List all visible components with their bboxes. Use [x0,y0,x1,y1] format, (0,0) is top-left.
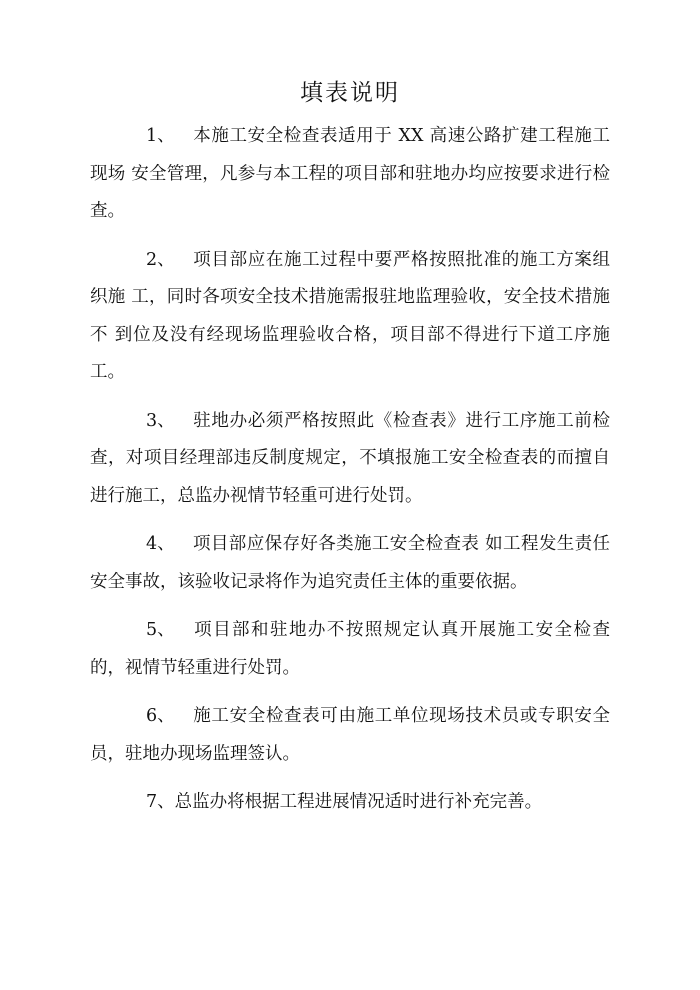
instruction-item-1 [90,118,610,231]
item-text: 项目部应在施工过程中要严格按照批准的施工方案组织施 工，同时各项安全技术措施需报驻地监理验收，安全技术措施不 到位及没有经现场监理验收合格，项目部不得进行下道工序施工。 [90,249,610,382]
item-text: 本施工安全检查表适用于 XX 高速公路扩建工程施工现场 安全管理，凡参与本工程的项目部和驻地办均应按要求进行检查。 [90,126,610,221]
item-number: 3、 [146,410,175,431]
instruction-item-6 [90,698,610,773]
item-number: 7、 [146,792,175,812]
instruction-item-7 [90,784,610,822]
item-number: 1、 [146,126,175,146]
item-number: 4、 [146,534,175,554]
item-text: 总监办将根据工程进展情况适时进行补充完善。 [174,792,543,812]
document-title: 填表说明 [300,80,400,106]
instruction-list [90,118,610,833]
item-text: 施工安全检查表可由施工单位现场技术员或专职安全员，驻地办现场监理签认。 [90,706,610,764]
instruction-item-5 [90,612,610,687]
instruction-item-4 [90,526,610,601]
instruction-item-3 [90,403,610,516]
item-number: 6、 [146,706,175,726]
item-number: 2、 [146,249,175,270]
item-text: 项目部应保存好各类施工安全检查表 如工程发生责任安全事故，该验收记录将作为追究责任主体的重要依据。 [90,534,610,592]
item-text: 驻地办必须严格按照此《检查表》进行工序施工前检查，对项目经理部违反制度规定，不填报施工安全检查表的而擅自进行施工，总监办视情节轻重可进行处罚。 [90,410,610,506]
instruction-item-2 [90,242,610,392]
item-number: 5、 [146,620,175,640]
item-text: 项目部和驻地办不按照规定认真开展施工安全检查的，视情节轻重进行处罚。 [90,620,610,678]
